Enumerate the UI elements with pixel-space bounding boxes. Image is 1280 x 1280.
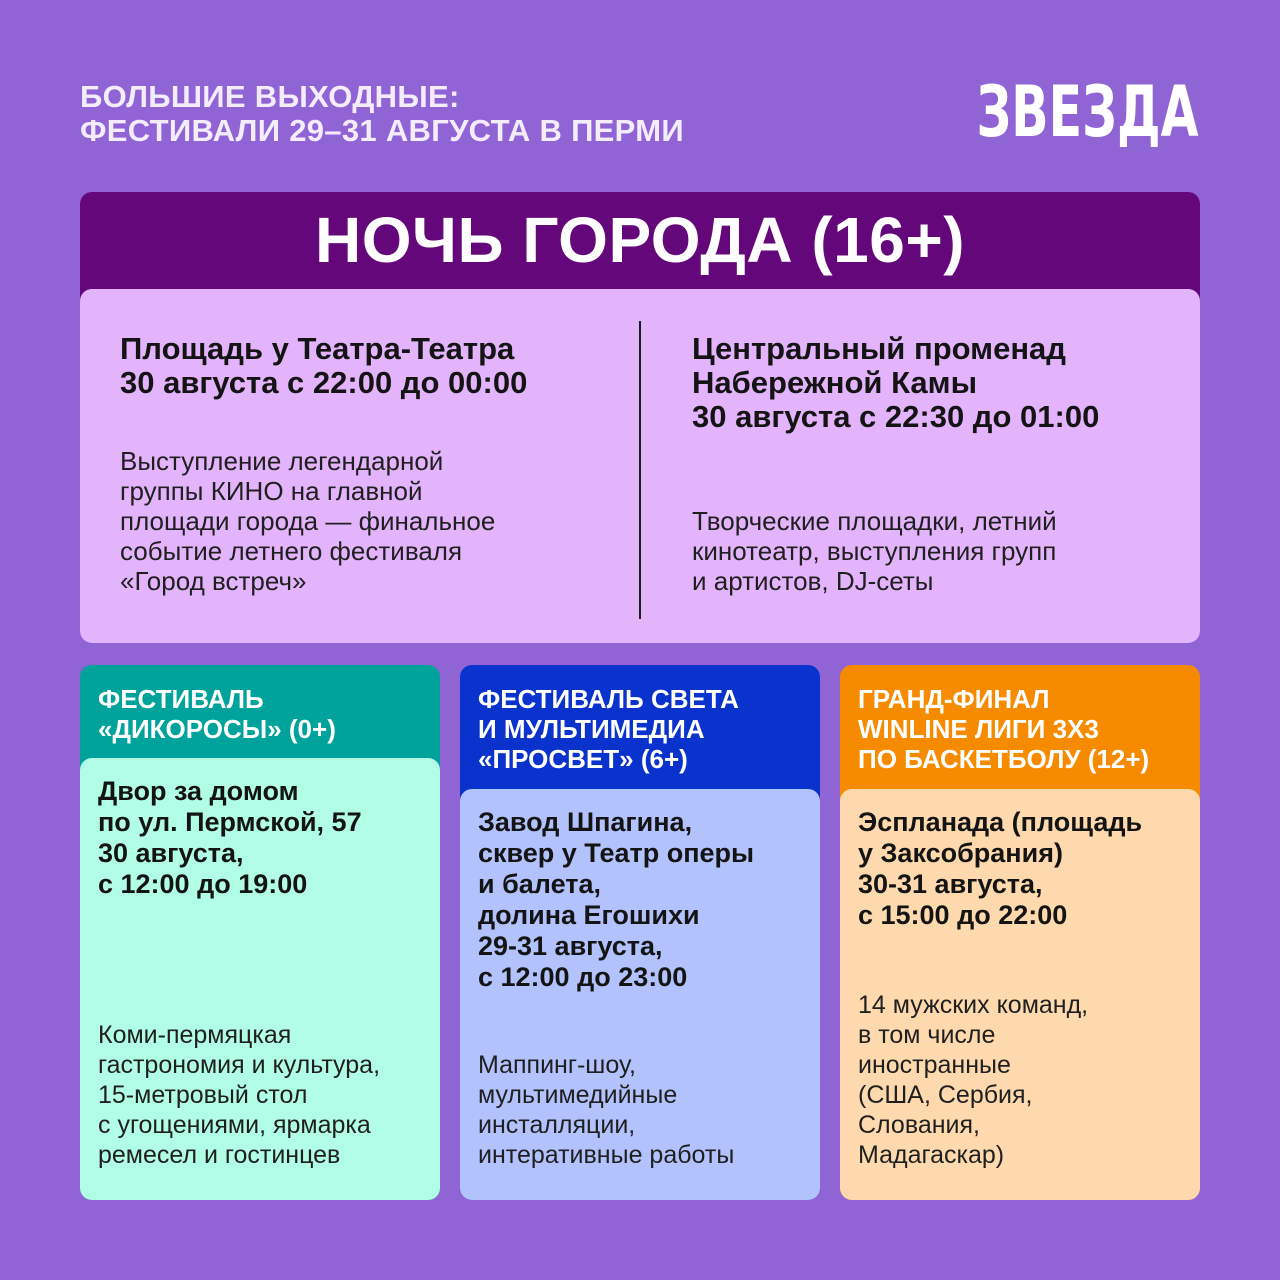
card-description-line: Маппинг-шоу, (478, 1051, 636, 1079)
card-subtitle-line: Завод Шпагина, (478, 807, 693, 837)
card-description-line: инсталляции, (478, 1111, 636, 1139)
card-description (98, 1020, 380, 1170)
dikorosy-festival-card (80, 665, 440, 1200)
card-subtitle-line: Двор за домом (98, 776, 299, 806)
card-subtitle-line: 30-31 августа, (858, 869, 1043, 899)
card-location-time (858, 807, 1200, 931)
card-subtitle-line: с 15:00 до 22:00 (858, 900, 1068, 930)
card-title (80, 665, 440, 744)
description-line: событие летнего фестиваля (120, 536, 463, 566)
venue-theatre-heading (120, 332, 620, 400)
card-title (840, 665, 1200, 774)
venue-promenade-description (692, 506, 1057, 596)
night-of-city-body (80, 289, 1200, 643)
card-location-time (478, 807, 820, 993)
description-line: и артистов, DJ-сеты (692, 566, 934, 596)
card-subtitle-line: с 12:00 до 19:00 (98, 869, 308, 899)
card-title-line: ГРАНД-ФИНАЛ (858, 684, 1050, 714)
card-subtitle-line: долина Егошихи (478, 900, 700, 930)
card-title-line: «ПРОСВЕТ» (6+) (478, 744, 688, 774)
title-line-1: БОЛЬШИЕ ВЫХОДНЫЕ: (80, 79, 460, 114)
card-description-line: Мадагаскар) (858, 1141, 1005, 1169)
card-body (460, 789, 820, 1200)
basketball-final-card (840, 665, 1200, 1200)
night-of-city-title: НОЧЬ ГОРОДА (16+) (314, 204, 966, 276)
title-line-2: ФЕСТИВАЛИ 29–31 АВГУСТА В ПЕРМИ (80, 113, 684, 148)
prosvet-festival-card (460, 665, 820, 1200)
card-description-line: с угощениями, ярмарка (98, 1111, 371, 1139)
card-title (460, 665, 820, 774)
card-description-line: 15-метровый стол (98, 1081, 308, 1109)
card-title-line: ФЕСТИВАЛЬ СВЕТА (478, 684, 739, 714)
heading-line: Площадь у Театра-Театра (120, 331, 515, 366)
card-description-line: 14 мужских команд, (858, 991, 1089, 1019)
card-description (478, 1050, 734, 1170)
card-subtitle-line: Эспланада (площадь (858, 807, 1143, 837)
heading-line: Центральный променад (692, 331, 1066, 366)
description-line: Творческие площадки, летний (692, 506, 1057, 536)
card-description-line: ремесел и гостинцев (98, 1141, 341, 1169)
description-line: кинотеатр, выступления групп (692, 536, 1057, 566)
card-subtitle-line: 30 августа, (98, 838, 244, 868)
card-body (80, 758, 440, 1200)
card-location-time (98, 776, 440, 900)
column-divider (639, 321, 641, 619)
card-description-line: Коми-пермяцкая (98, 1021, 292, 1049)
card-title-line: ФЕСТИВАЛЬ (98, 684, 264, 714)
description-line: «Город встреч» (120, 566, 307, 596)
card-description-line: в том числе (858, 1021, 996, 1049)
card-subtitle-line: 29-31 августа, (478, 931, 663, 961)
card-title-line: WINLINE ЛИГИ 3X3 (858, 714, 1099, 744)
page-title (80, 80, 684, 148)
heading-line: 30 августа с 22:30 до 01:00 (692, 399, 1100, 434)
card-subtitle-line: по ул. Пермской, 57 (98, 807, 362, 837)
card-description-line: интеративные работы (478, 1141, 735, 1169)
venue-theatre-column (120, 331, 620, 596)
zvezda-logo (975, 71, 1200, 153)
card-subtitle-line: с 12:00 до 23:00 (478, 962, 688, 992)
logo-text: ЗВЕЗДА (976, 71, 1199, 153)
card-subtitle-line: сквер у Театр оперы (478, 838, 755, 868)
card-description-line: иностранные (858, 1051, 1011, 1079)
card-description (858, 990, 1088, 1170)
card-description-line: гастрономия и культура, (98, 1051, 381, 1079)
card-subtitle-line: и балета, (478, 869, 601, 899)
description-line: Выступление легендарной (120, 446, 444, 476)
card-body (840, 789, 1200, 1200)
card-title-line: ПО БАСКЕТБОЛУ (12+) (858, 744, 1150, 774)
heading-line: 30 августа с 22:00 до 00:00 (120, 365, 528, 400)
description-line: группы КИНО на главной (120, 476, 423, 506)
card-description-line: мультимедийные (478, 1081, 678, 1109)
card-title-line: «ДИКОРОСЫ» (0+) (98, 714, 336, 744)
card-description-line: Слования, (858, 1111, 980, 1139)
night-of-city-block (80, 192, 1200, 643)
card-title-line: И МУЛЬТИМЕДИА (478, 714, 705, 744)
description-line: площади города — финальное (120, 506, 496, 536)
card-subtitle-line: у Заксобрания) (858, 838, 1063, 868)
venue-promenade-column (692, 331, 1172, 596)
heading-line: Набережной Камы (692, 365, 978, 400)
logo-graphic (975, 71, 1200, 153)
venue-promenade-heading (692, 332, 1172, 434)
venue-theatre-description (120, 446, 495, 596)
card-description-line: (США, Сербия, (858, 1081, 1033, 1109)
